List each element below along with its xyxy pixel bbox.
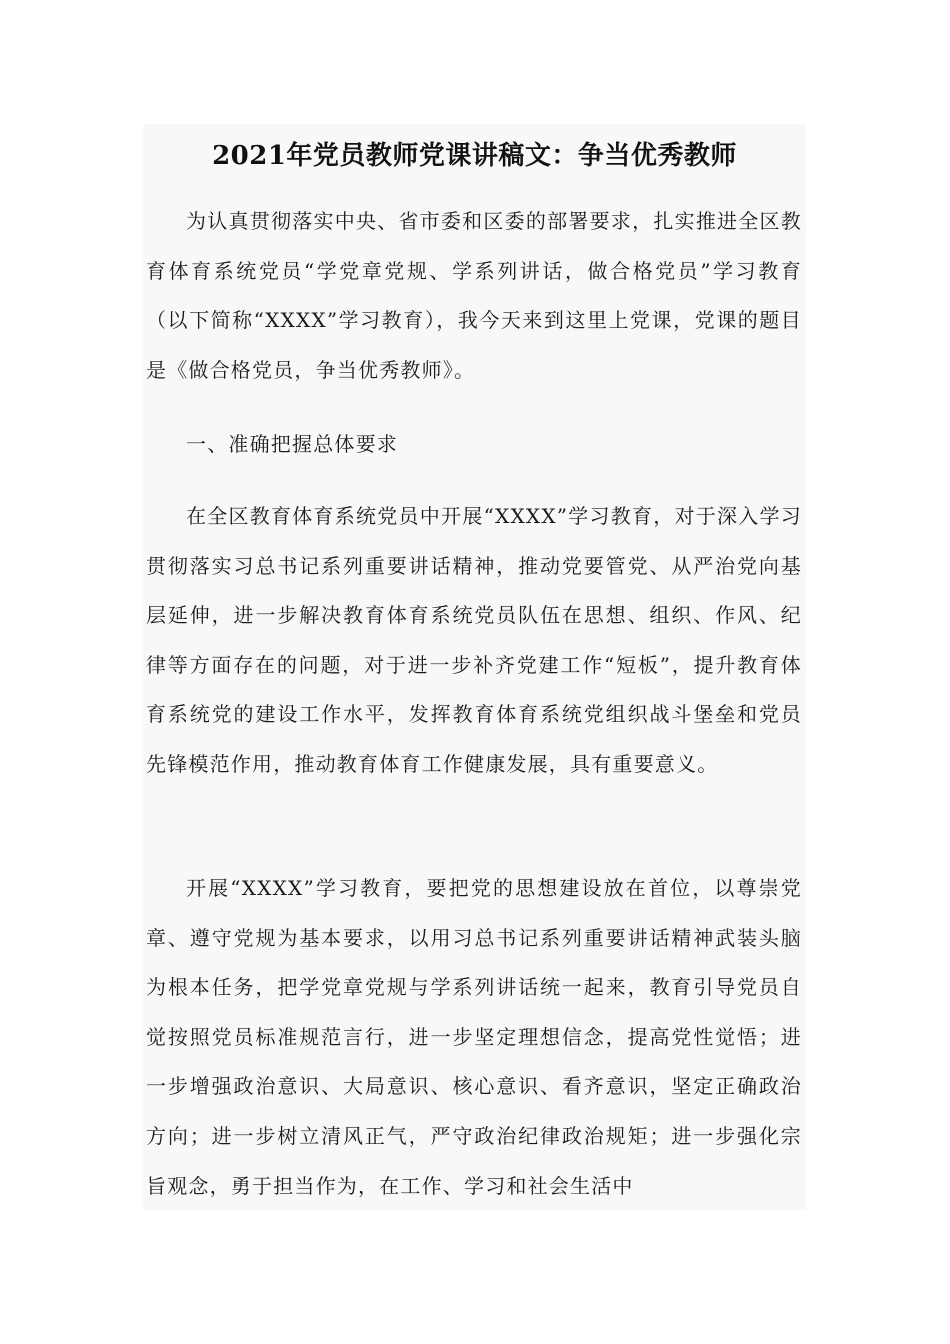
body-paragraph: 在全区教育体育系统党员中开展“XXXX”学习教育，对于深入学习贯彻落实习总书记系列重要讲话精神，推动党要管党、从严治党向基层延伸，进一步解决教育体育系统党员队伍在思想、组织、作风、纪律等方面存在的问题，对于进一步补齐党建工作“短板”，提升教育体育系统党的建设工作水平，发挥教育体育系统党组织战斗堡垒和党员先锋模范作用，推动教育体育工作健康发展，具有重要意义。 — [146, 504, 802, 776]
document-title: 2021年党员教师党课讲稿文：争当优秀教师 — [212, 141, 737, 171]
body-paragraph: 开展“XXXX”学习教育，要把党的思想建设放在首位，以尊崇党章、遵守党规为基本要求，以用习总书记系列重要讲话精神武装头脑为根本任务，把学党章党规与学系列讲话统一起来，教育引导党员自觉按照党员标准规范言行，进一步坚定理想信念，提高党性觉悟；进一步增强政治意识、大局意识、核心意识、看齐意识，坚定正确政治方向；进一步树立清风正气，严守政治纪律政治规矩；进一步强化宗旨观念，勇于担当作为，在工作、学习和社会生活中 — [146, 876, 802, 1198]
section-heading: 一、准确把握总体要求 — [186, 432, 398, 456]
intro-paragraph: 为认真贯彻落实中央、省市委和区委的部署要求，扎实推进全区教育体育系统党员“学党章党规、学系列讲话，做合格党员”学习教育（以下简称“XXXX”学习教育），我今天来到这里上党课，党课的题目是《做合格党员，争当优秀教师》。 — [146, 209, 802, 382]
document-body — [143, 124, 806, 1210]
